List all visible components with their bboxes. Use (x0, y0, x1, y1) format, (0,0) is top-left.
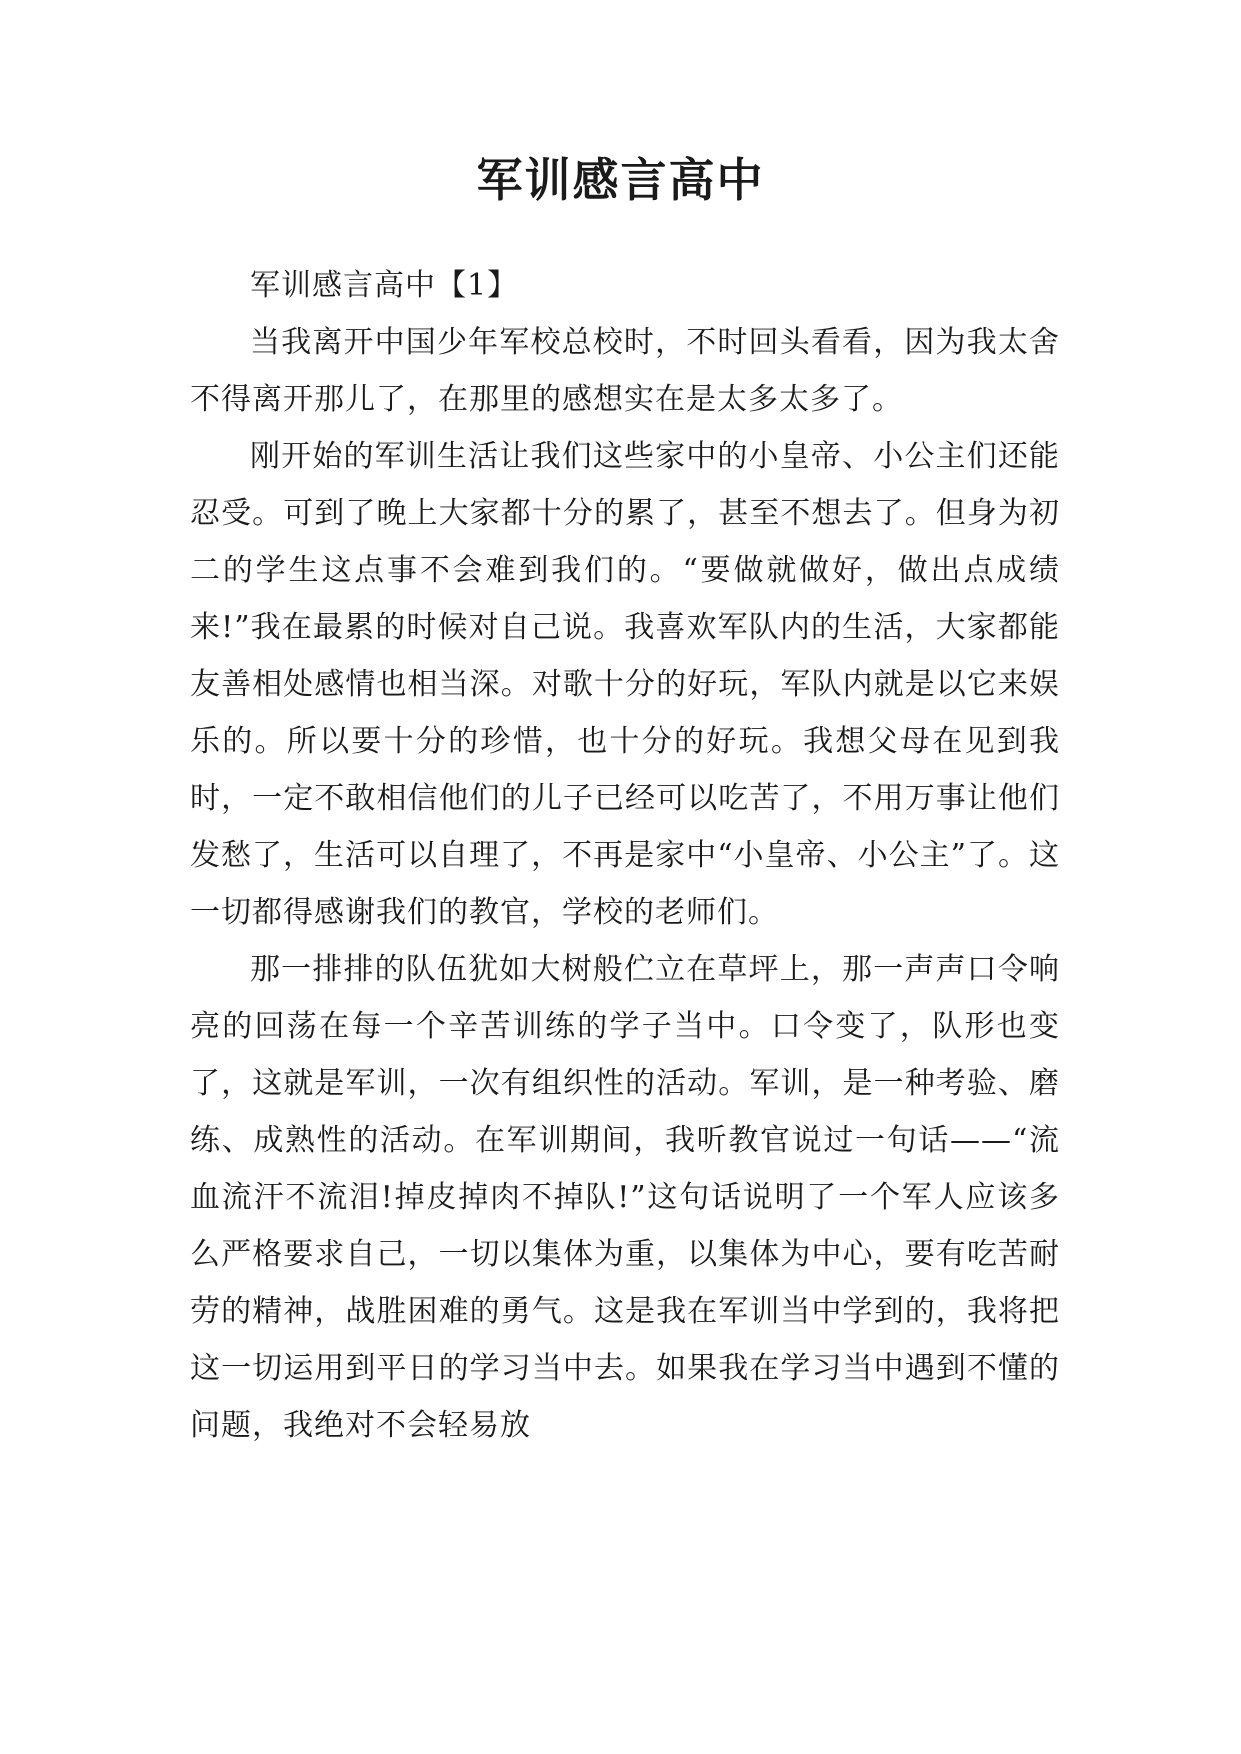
document-body (190, 257, 1060, 1454)
paragraph: 刚开始的军训生活让我们这些家中的小皇帝、小公主们还能忍受。可到了晚上大家都十分的累了，甚至不想去了。但身为初二的学生这点事不会难到我们的。“要做就做好，做出点成绩来!”我在最累的时候对自己说。我喜欢军队内的生活，大家都能友善相处感情也相当深。对歌十分的好玩，军队内就是以它来娱乐的。所以要十分的珍惜，也十分的好玩。我想父母在见到我时，一定不敢相信他们的儿子已经可以吃苦了，不用万事让他们发愁了，生活可以自理了，不再是家中“小皇帝、小公主”了。这一切都得感谢我们的教官，学校的老师们。 (190, 439, 1060, 930)
paragraph: 那一排排的队伍犹如大树般伫立在草坪上，那一声声口令响亮的回荡在每一个辛苦训练的学子当中。口令变了，队形也变了，这就是军训，一次有组织性的活动。军训，是一种考验、磨练、成熟性的活动。在军训期间，我听教官说过一句话——“流血流汗不流泪!掉皮掉肉不掉队!”这句话说明了一个军人应该多么严格要求自己，一切以集体为重，以集体为中心，要有吃苦耐劳的精神，战胜困难的勇气。这是我在军训当中学到的，我将把这一切运用到平日的学习当中去。如果我在学习当中遇到不懂的问题，我绝对不会轻易放 (190, 952, 1060, 1443)
section-heading: 军训感言高中【1】 (250, 268, 519, 303)
document-title: 军训感言高中 (476, 153, 765, 207)
paragraph: 当我离开中国少年军校总校时，不时回头看看，因为我太舍不得离开那儿了，在那里的感想实在是太多太多了。 (190, 325, 1060, 417)
